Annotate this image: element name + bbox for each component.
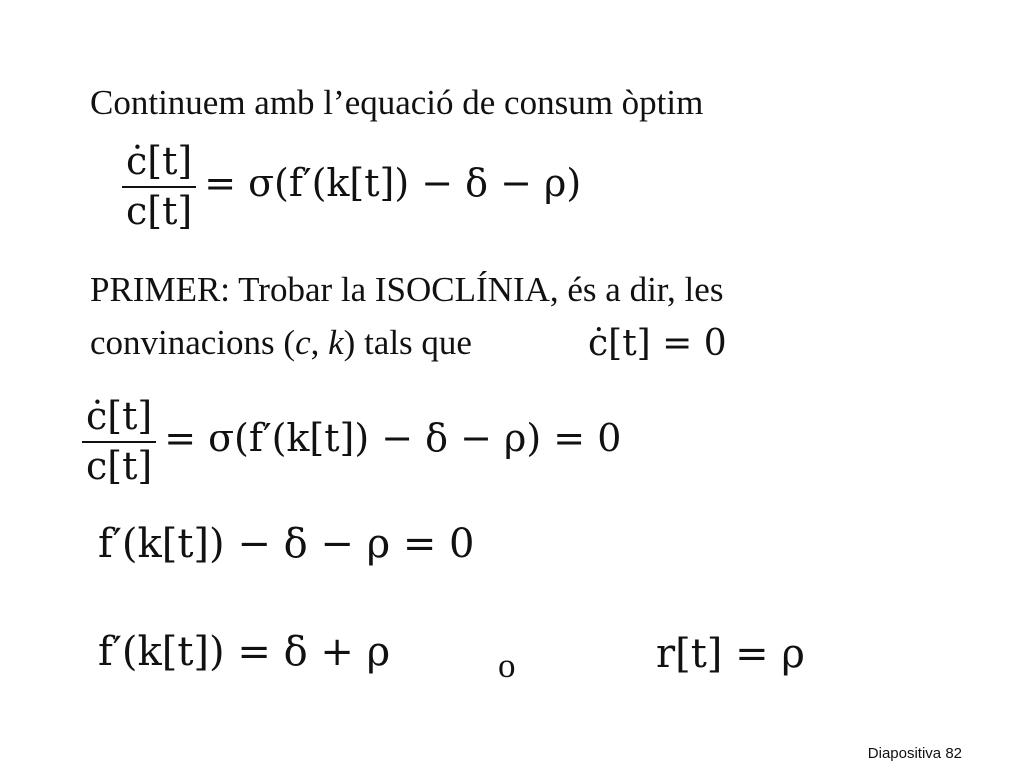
fraction-denominator: c[t]	[86, 443, 153, 488]
slide-heading: Continuem amb l’equació de consum òptim	[90, 83, 704, 122]
primer-line-2-prefix: convinacions (	[90, 323, 296, 362]
condition-equation: ċ[t] = 0	[588, 323, 727, 364]
comma: ,	[310, 323, 329, 362]
fraction-bar	[122, 186, 196, 188]
equation-isocline	[82, 395, 621, 488]
primer-line-2-suffix: ) tals que	[343, 323, 472, 362]
variable-c: c	[295, 323, 311, 362]
connector-text: o	[498, 646, 516, 685]
equation-marginal-product-equals: f′(k[t]) = δ + ρ	[98, 629, 391, 675]
fraction-numerator: ċ[t]	[86, 394, 153, 438]
variable-k: k	[328, 323, 344, 362]
equation-rhs: = σ(f′(k[t]) − δ − ρ)	[204, 161, 582, 206]
fraction	[122, 140, 196, 233]
equation-rhs: = σ(f′(k[t]) − δ − ρ) = 0	[164, 416, 622, 461]
fraction	[82, 395, 156, 488]
primer-line-2	[90, 325, 472, 360]
equation-marginal-product: f′(k[t]) − δ − ρ = 0	[98, 521, 475, 567]
fraction-denominator: c[t]	[126, 188, 193, 233]
slide-number: Diapositiva 82	[867, 745, 962, 762]
equation-interest-rate: r[t] = ρ	[656, 631, 805, 677]
fraction-numerator: ċ[t]	[126, 139, 193, 183]
equation-consumption-growth	[122, 140, 581, 233]
fraction-bar	[82, 441, 156, 443]
primer-line-1: PRIMER: Trobar la ISOCLÍNIA, és a dir, les	[90, 270, 724, 309]
